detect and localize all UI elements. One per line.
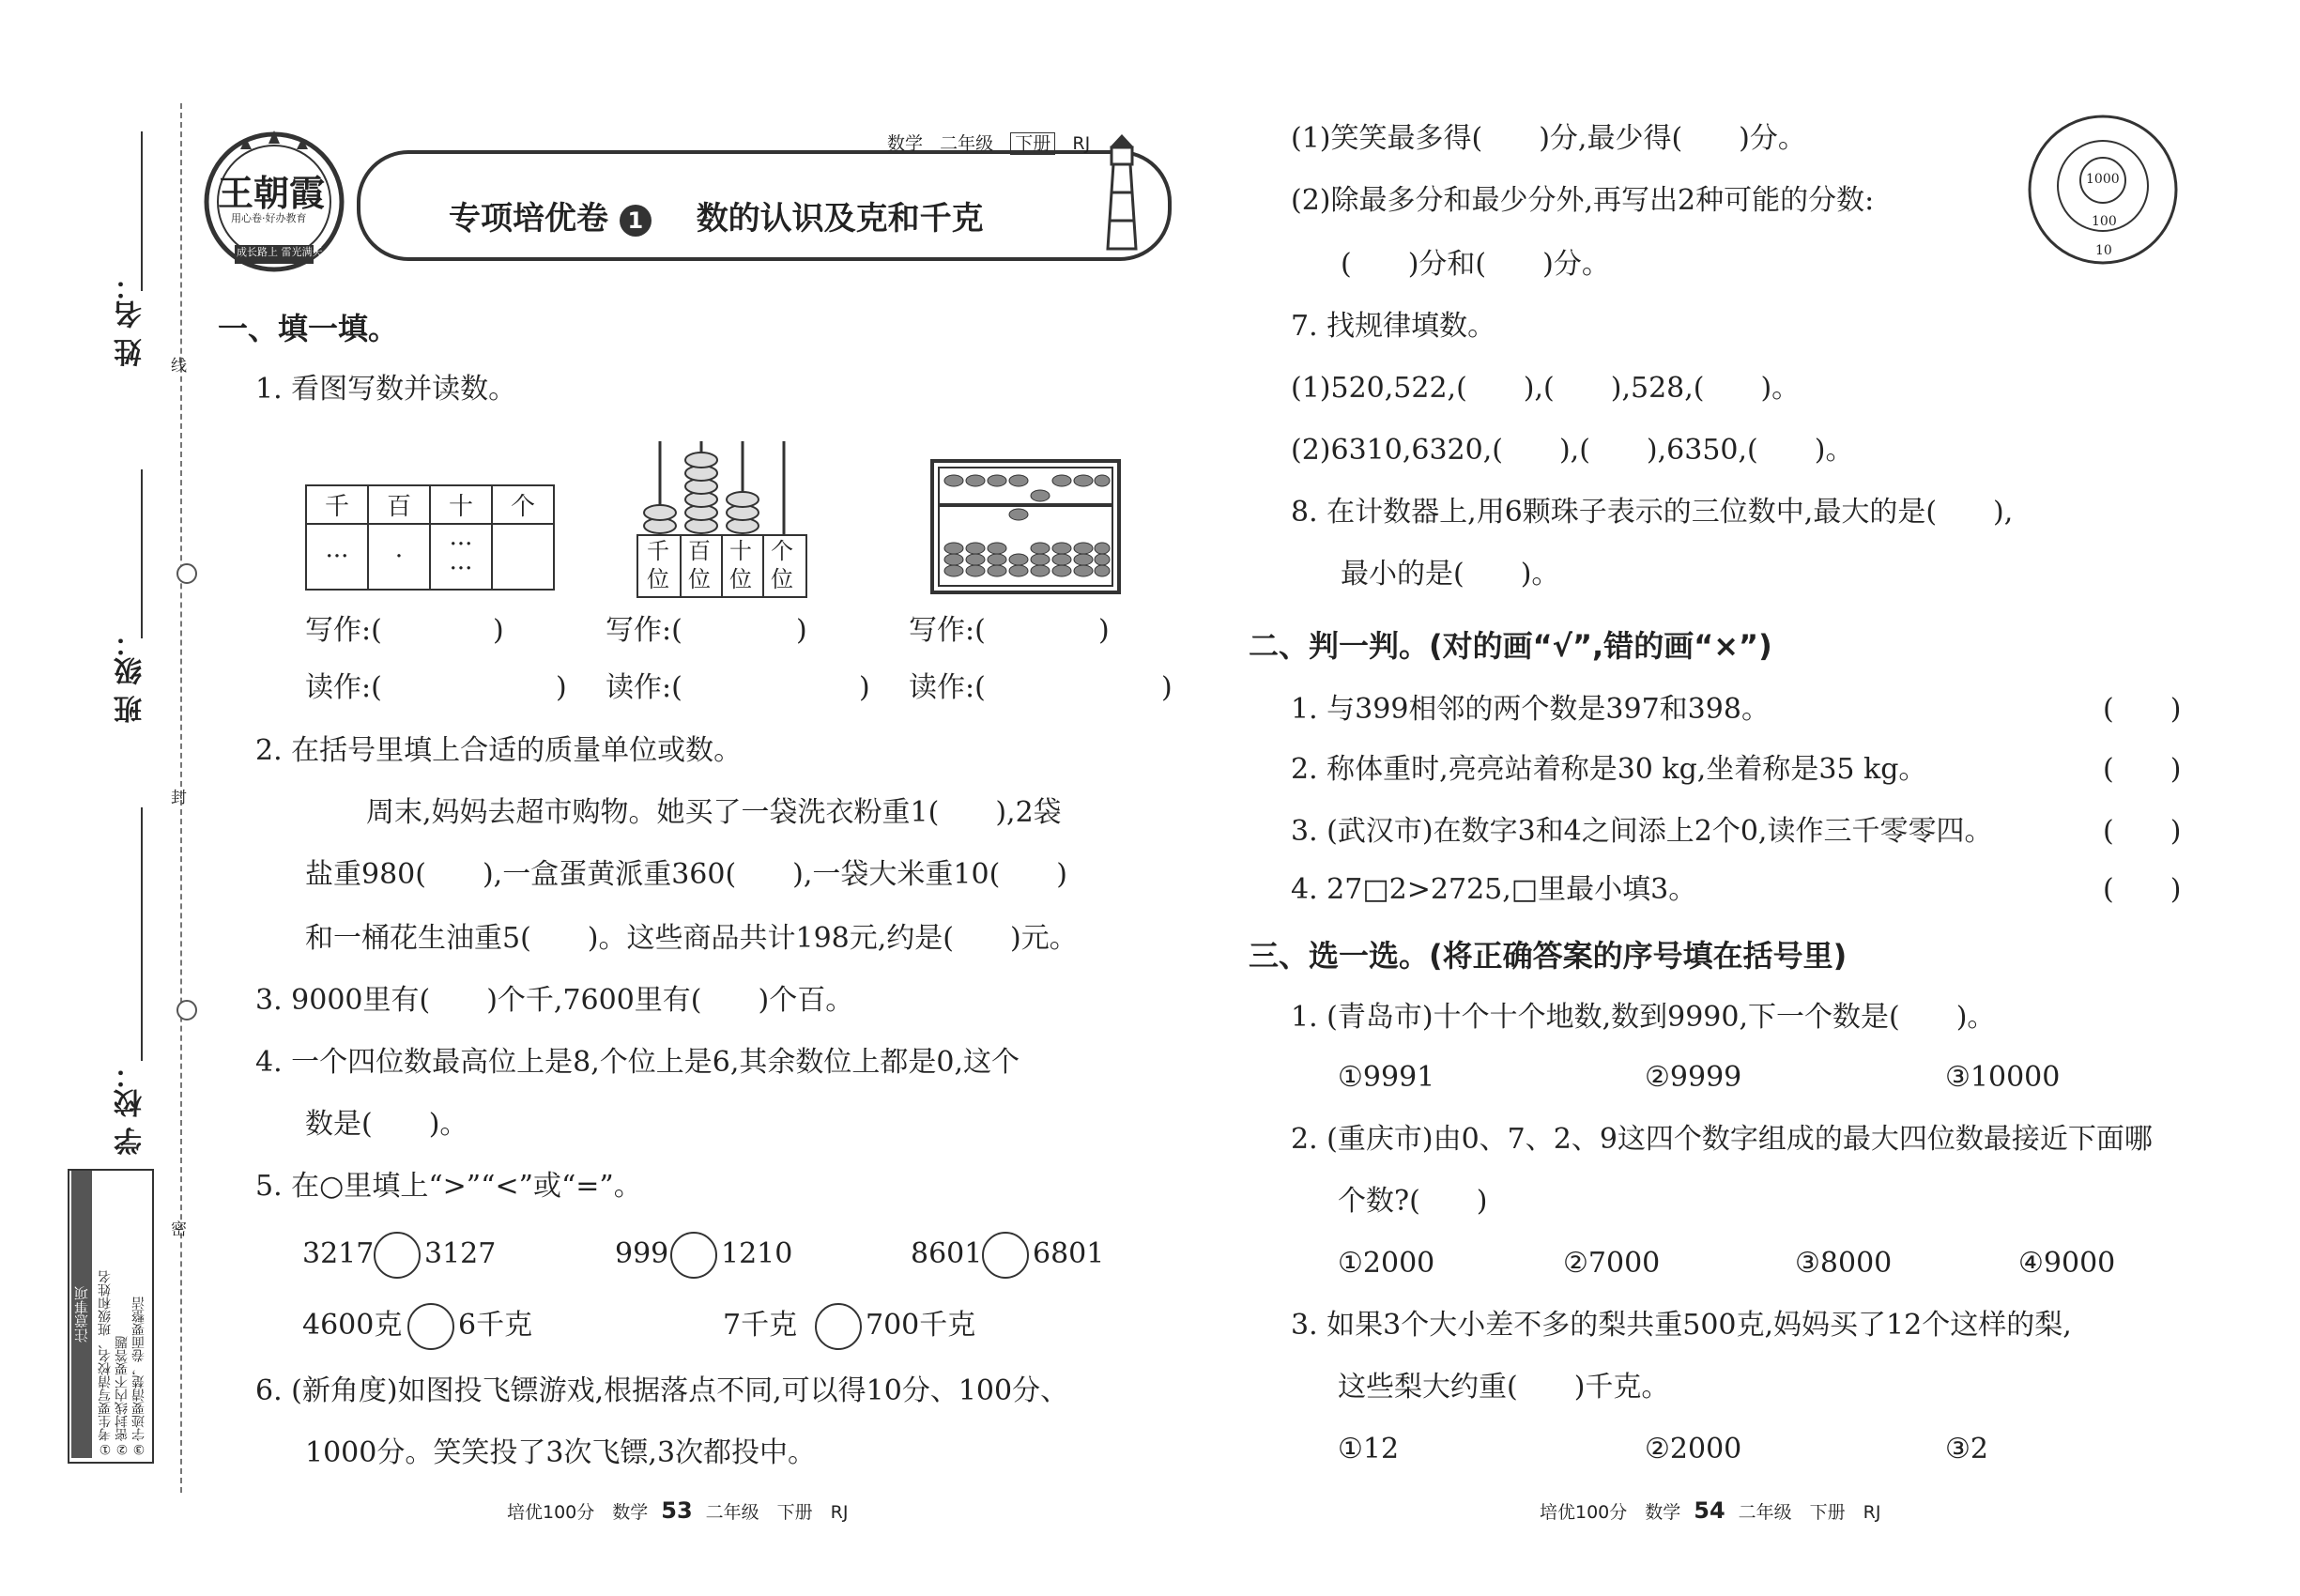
cmp1-right: 3127 <box>424 1237 497 1270</box>
section-fill: 一、填一填。 <box>218 311 399 346</box>
pv-cell-ones <box>492 524 554 590</box>
name-label: 姓 名： <box>115 272 147 367</box>
section-judge: 二、判一判。(对的画“√”,错的画“×”) <box>1249 628 1772 664</box>
pv-header-ones: 个 <box>492 485 554 524</box>
judge-2: 2. 称体重时,亮亮站着称是30 kg,坐着称是35 kg。 <box>1291 753 1927 786</box>
cmp2-right: 1210 <box>721 1237 793 1270</box>
q8-line-2: 最小的是( )。 <box>1341 558 1560 591</box>
q7-text: 7. 找规律填数。 <box>1291 310 1496 343</box>
choice-2-opt-2[interactable]: ②7000 <box>1563 1247 1661 1280</box>
read-close-1: ) <box>556 671 567 704</box>
pv-header-hundreds: 百 <box>368 485 430 524</box>
cmp5-circle[interactable] <box>815 1303 862 1350</box>
brand-name: 王朝霞 <box>218 173 326 214</box>
cmp2-left: 999 <box>615 1237 669 1270</box>
q2-line-1: 周末,妈妈去超市购物。她买了一袋洗衣粉重1( ),2袋 <box>366 796 1062 829</box>
footer-right <box>1540 1497 1880 1524</box>
cut-mark-seal: 封 <box>171 789 187 807</box>
brand-motto: 成长路上 雷光满天 <box>237 246 323 258</box>
pv-cell-thousands: ··· <box>306 524 368 590</box>
choice-3-opt-2[interactable]: ②2000 <box>1645 1433 1742 1466</box>
cmp5-left: 7千克 <box>723 1309 798 1342</box>
binding-hole <box>176 563 197 584</box>
page-number-right: 54 <box>1694 1497 1725 1524</box>
choice-2-opt-3[interactable]: ③8000 <box>1795 1247 1893 1280</box>
q2-line-2: 盐重980( ),一盒蛋黄派重360( ),一袋大米重10( ) <box>305 858 1067 891</box>
q6-line-2: 1000分。笑笑投了3次飞镖,3次都投中。 <box>305 1436 817 1469</box>
cmp1-left: 3217 <box>302 1237 375 1270</box>
pv-header-thousands: 千 <box>306 485 368 524</box>
q3-text: 3. 9000里有( )个千,7600里有( )个百。 <box>255 984 854 1017</box>
q4-line-2: 数是( )。 <box>305 1108 468 1141</box>
tag-term: 下册 <box>1010 132 1055 155</box>
pv-cell-hundreds: · <box>368 524 430 590</box>
write-close-2: ) <box>796 614 807 647</box>
read-label-1: 读作:( <box>305 671 382 704</box>
abacus-label-ones: 个位 <box>771 538 793 592</box>
q8-line-1: 8. 在计数器上,用6颗珠子表示的三位数中,最大的是( ), <box>1291 496 2014 529</box>
choice-2-line-1: 2. (重庆市)由0、7、2、9这四个数字组成的最大四位数最接近下面哪 <box>1291 1123 2153 1156</box>
class-label: 班 级： <box>115 629 147 724</box>
q7-2-text: (2)6310,6320,( ),( ),6350,( )。 <box>1291 434 1854 467</box>
note-1: ①考生要写清校名、班级和姓名 <box>98 1270 113 1456</box>
choice-1-text: 1. (青岛市)十个十个地数,数到9990,下一个数是( )。 <box>1291 1001 1996 1034</box>
class-blank <box>141 469 143 638</box>
read-label-3: 读作:( <box>909 671 986 704</box>
school-blank <box>141 807 143 1061</box>
q6-2-text: (2)除最多分和最少分外,再写出2种可能的分数: <box>1291 184 1875 217</box>
title-prefix: 专项培优卷 <box>449 200 608 238</box>
target-inner-score: 1000 <box>2086 172 2120 187</box>
judge-4: 4. 27□2>2725,□里最小填3。 <box>1291 873 1697 906</box>
q1-text: 1. 看图写数并读数。 <box>255 373 517 406</box>
footer-right-post: 二年级 下册 RJ <box>1738 1502 1881 1523</box>
q5-text: 5. 在○里填上“>”“<”或“=”。 <box>255 1170 642 1203</box>
notes-title: 注意事项 <box>71 1171 92 1458</box>
footer-left-post: 二年级 下册 RJ <box>705 1502 849 1523</box>
name-blank <box>141 131 143 291</box>
page-title <box>449 192 984 238</box>
title-main: 数的认识及克和千克 <box>696 200 984 238</box>
cmp4-left: 4600克 <box>302 1309 403 1342</box>
cut-mark-line: 线 <box>171 357 187 376</box>
choice-3-line-1: 3. 如果3个大小差不多的梨共重500克,妈妈买了12个这样的梨, <box>1291 1309 2072 1342</box>
cmp1-circle[interactable] <box>374 1232 421 1279</box>
bead-abacus <box>929 458 1122 595</box>
judge-4-blank[interactable]: ( ) <box>2103 873 2182 906</box>
q4-line-1: 4. 一个四位数最高位上是8,个位上是6,其余数位上都是0,这个 <box>255 1046 1020 1079</box>
tag-edition: RJ <box>1072 133 1091 154</box>
footer-right-pre: 培优100分 数学 <box>1540 1502 1681 1523</box>
write-label-3: 写作:( <box>909 614 986 647</box>
choice-3-line-2: 这些梨大约重( )千克。 <box>1338 1371 1670 1404</box>
judge-2-blank[interactable]: ( ) <box>2103 753 2182 786</box>
notes-box <box>68 1169 154 1464</box>
cut-mark-secret: 密 <box>171 1220 187 1239</box>
write-close-1: ) <box>493 614 504 647</box>
place-value-table <box>305 484 555 591</box>
lighthouse-icon <box>1080 127 1164 258</box>
choice-3-opt-3[interactable]: ③2 <box>1945 1433 1988 1466</box>
q6-2-blanks: ( )分和( )分。 <box>1341 248 1610 281</box>
write-close-3: ) <box>1098 614 1110 647</box>
footer-left <box>507 1497 848 1524</box>
cmp3-right: 6801 <box>1033 1237 1105 1270</box>
note-3: ③字迹要清楚，卷面要整洁 <box>131 1297 146 1456</box>
choice-2-line-2: 个数?( ) <box>1338 1185 1488 1218</box>
q2-line-3: 和一桶花生油重5( )。这些商品共计198元,约是( )元。 <box>305 922 1078 955</box>
note-2: ②密封线内不要答题 <box>115 1336 130 1456</box>
choice-2-opt-1[interactable]: ①2000 <box>1338 1247 1435 1280</box>
cmp2-circle[interactable] <box>670 1232 717 1279</box>
choice-1-opt-1[interactable]: ①9991 <box>1338 1061 1435 1094</box>
write-label-1: 写作:( <box>305 614 382 647</box>
abacus-label-hundreds: 百位 <box>688 538 711 592</box>
footer-left-pre: 培优100分 数学 <box>507 1502 649 1523</box>
cmp4-circle[interactable] <box>407 1303 454 1350</box>
school-label: 学 校： <box>115 1061 147 1156</box>
read-label-2: 读作:( <box>606 671 682 704</box>
pv-cell-tens: ··· ··· <box>430 524 492 590</box>
q6-1-text: (1)笑笑最多得( )分,最少得( )分。 <box>1291 122 1806 155</box>
pv-header-tens: 十 <box>430 485 492 524</box>
q6-line-1: 6. (新角度)如图投飞镖游戏,根据落点不同,可以得10分、100分、 <box>255 1374 1069 1407</box>
tag-subject: 数学 <box>887 133 924 154</box>
abacus-label-thousands: 千位 <box>647 538 669 592</box>
read-close-2: ) <box>859 671 870 704</box>
target-outer-score: 10 <box>2095 243 2112 258</box>
write-label-2: 写作:( <box>606 614 682 647</box>
judge-1-blank[interactable]: ( ) <box>2103 693 2182 726</box>
choice-2-opt-4[interactable]: ④9000 <box>2018 1247 2116 1280</box>
q7-1-text: (1)520,522,( ),( ),528,( )。 <box>1291 372 1801 405</box>
abacus-label-tens: 十位 <box>729 538 752 592</box>
section-choose: 三、选一选。(将正确答案的序号填在括号里) <box>1249 938 1848 974</box>
q2-text: 2. 在括号里填上合适的质量单位或数。 <box>255 734 743 767</box>
cmp4-right: 6千克 <box>458 1309 533 1342</box>
tag-grade: 二年级 <box>940 133 994 154</box>
choice-1-opt-3[interactable]: ③10000 <box>1945 1061 2061 1094</box>
page-number-left: 53 <box>661 1497 693 1524</box>
judge-1: 1. 与399相邻的两个数是397和398。 <box>1291 693 1770 726</box>
course-tags <box>887 130 1090 155</box>
title-number: 1 <box>620 205 652 237</box>
judge-3: 3. (武汉市)在数字3和4之间添上2个0,读作三千零零四。 <box>1291 815 1993 848</box>
target-middle-score: 100 <box>2092 214 2117 229</box>
judge-3-blank[interactable]: ( ) <box>2103 815 2182 848</box>
cmp3-left: 8601 <box>911 1237 983 1270</box>
brand-sub: 用心卷·好办教育 <box>231 212 307 224</box>
cmp5-right: 700千克 <box>866 1309 976 1342</box>
choice-1-opt-2[interactable]: ②9999 <box>1645 1061 1742 1094</box>
binding-hole <box>176 1000 197 1021</box>
cmp3-circle[interactable] <box>982 1232 1029 1279</box>
read-close-3: ) <box>1161 671 1173 704</box>
choice-3-opt-1[interactable]: ①12 <box>1338 1433 1400 1466</box>
